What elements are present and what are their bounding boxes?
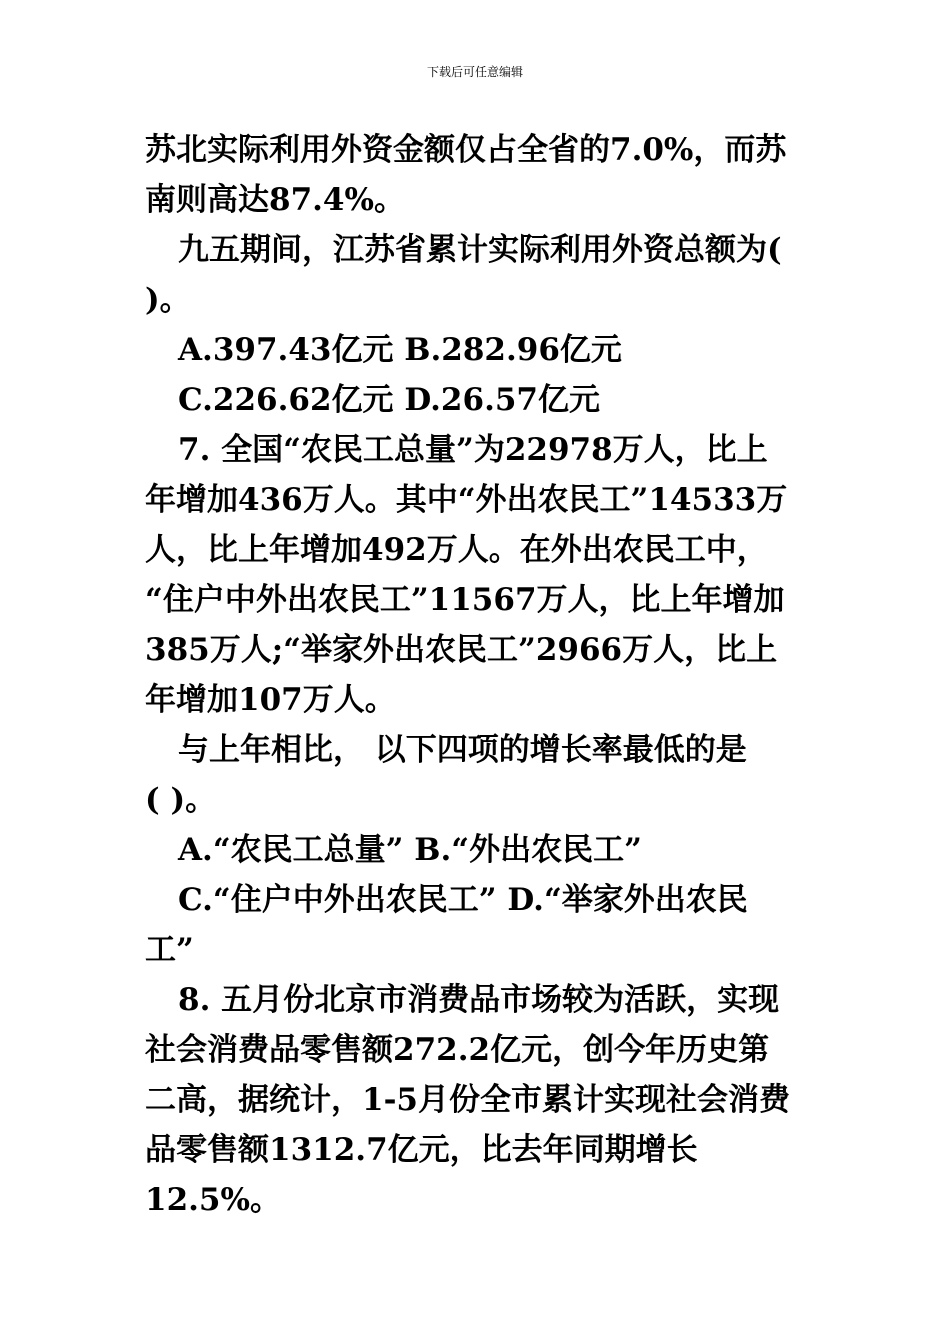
text-line: 南则高达87.4%。 xyxy=(145,182,405,218)
question-text: 品零售额1312.7亿元，比去年同期增长 xyxy=(145,1132,698,1168)
answer-options: A.“农民工总量” B.“外出农民工” xyxy=(178,832,642,868)
page-header: 下载后可任意编辑 xyxy=(426,65,523,79)
question-text: 12.5%。 xyxy=(145,1182,281,1218)
question-text: 年增加107万人。 xyxy=(145,682,396,718)
question-text: 与上年相比， 以下四项的增长率最低的是 xyxy=(178,732,747,768)
question-text: 385万人;“举家外出农民工”2966万人，比上 xyxy=(145,632,778,668)
question-text: 人，比上年增加492万人。在外出农民工中， xyxy=(145,532,768,568)
question-text: “住户中外出农民工”11567万人，比上年增加 xyxy=(145,582,785,618)
text-line: 苏北实际利用外资金额仅占全省的7.0%，而苏 xyxy=(145,132,787,168)
question-text: ( )。 xyxy=(145,782,217,818)
question-text: 7. 全国“农民工总量”为22978万人，比上 xyxy=(178,432,768,468)
question-text: 年增加436万人。其中“外出农民工”14533万 xyxy=(145,482,788,518)
answer-options: C.“住户中外出农民工” D.“举家外出农民 xyxy=(178,882,748,918)
answer-options: C.226.62亿元 D.26.57亿元 xyxy=(178,382,600,418)
question-text: )。 xyxy=(145,282,191,318)
question-text: 8. 五月份北京市消费品市场较为活跃，实现 xyxy=(178,982,780,1018)
question-text: 九五期间，江苏省累计实际利用外资总额为( xyxy=(178,232,782,268)
question-text: 二高，据统计，1-5月份全市累计实现社会消费 xyxy=(145,1082,791,1118)
answer-options: A.397.43亿元 B.282.96亿元 xyxy=(178,332,622,368)
question-text: 社会消费品零售额272.2亿元，创今年历史第 xyxy=(145,1032,770,1068)
answer-options: 工” xyxy=(145,932,194,968)
